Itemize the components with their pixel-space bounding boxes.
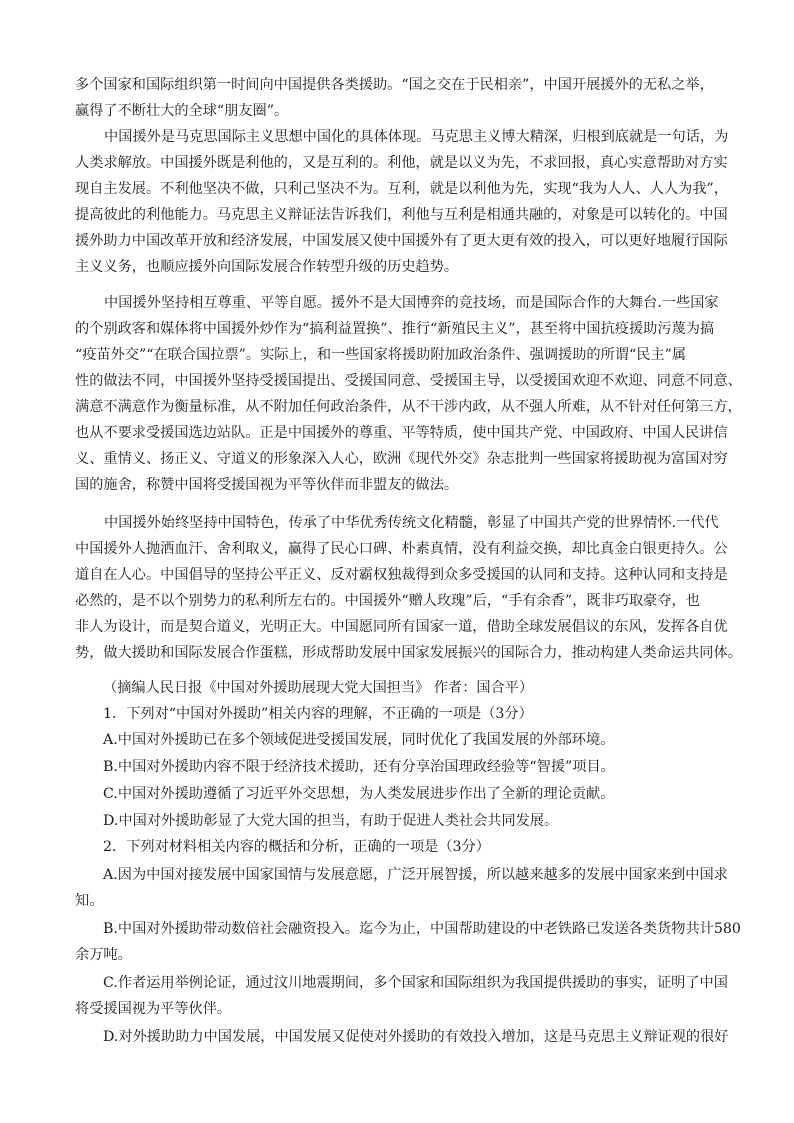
option-text: B.中国对外援助带动数倍社会融资投入。迄今为止，中国帮助建设的中老铁路已发送各类货物共计580 — [103, 921, 741, 937]
question-2-stem — [103, 834, 759, 860]
question-2-option-a — [103, 862, 731, 888]
question-2-option-c — [103, 970, 731, 996]
question-2-option-d — [103, 1024, 731, 1050]
text-line: “疫苗外交”“在联合国拉票”。实际上，和一些国家将援助附加政治条件、强调援助的所谓“民主”属 — [75, 347, 687, 363]
text-line: 势，做大援助和国际发展合作蛋糕，形成帮助发展中国家发展振兴的国际合力，推动构建人类命运共同体。 — [75, 645, 742, 661]
text-line: 国的施舍，称赞中国将受援国视为平等伙伴而非盟友的做法。 — [75, 477, 459, 493]
text-line: 义、重情义、扬正义、守道义的形象深入人心，欧洲《现代外交》杂志批判一些国家将援助视为富国对穷 — [75, 451, 728, 467]
text-line: 多个国家和国际组织第一时间向中国提供各类援助。“国之交在于民相亲”，中国开展援外的无私之举， — [75, 77, 714, 93]
paragraph-1 — [75, 72, 731, 124]
question-stem: 2．下列对材料相关内容的概括和分析，正确的一项是（3分） — [103, 839, 490, 855]
text-line: 必然的，是不以个别势力的私利所左右的。中国援外“赠人玫瑰”后，“手有余香”，既非巧取豪夺，也 — [75, 593, 700, 609]
text-line: 性的做法不同，中国援外坚持受援国提出、受援国同意、受援国主导，以受援国欢迎不欢迎、同意不同意、 — [75, 373, 742, 389]
text-line: 中国援外是马克思国际主义思想中国化的具体体现。马克思主义博大精深，归根到底就是一句话，为 — [104, 129, 729, 145]
option-text: 余万吨。 — [75, 947, 132, 963]
text-line: 主义义务，也顺应援外向国际发展合作转型升级的历史趋势。 — [75, 259, 459, 275]
question-1-option-a — [103, 727, 731, 753]
text-line: 援外助力中国改革开放和经济发展，中国发展又使中国援外有了更大更有效的投入，可以更好地履行国际 — [75, 233, 728, 249]
paragraph-3 — [75, 290, 742, 498]
question-1-option-c — [103, 781, 731, 807]
question-stem: 1．下列对“中国对外援助”相关内容的理解，不正确的一项是（3分） — [103, 706, 533, 722]
option-text: 将受援国视为平等伙伴。 — [75, 1001, 232, 1017]
option-text: C.作者运用举例论证，通过汶川地震期间，多个国家和国际组织为我国提供援助的事实，证明了中国 — [103, 975, 728, 991]
option-text: A.因为中国对接发展中国家国情与发展意愿，广泛开展智援，所以越来越多的发展中国家来到中国求 — [103, 867, 728, 883]
option-text: B.中国对外援助内容不限于经济技术援助，还有分享治国理政经验等“智援”项目。 — [103, 759, 615, 775]
text-line: 现自主发展。不利他坚决不做，只利己坚决不为。互利，就是以利他为先，实现“我为人人、人人为我”， — [75, 181, 728, 197]
question-1-option-b — [103, 754, 731, 780]
text-line: 中国援外人抛洒血汗、舍利取义，赢得了民心口碑、朴素真情，没有利益交换，却比真金白银更持久。公 — [75, 541, 728, 557]
text-line: 人类求解放。中国援外既是利他的，又是互利的。利他，就是以义为先，不求回报，真心实意帮助对方实 — [75, 155, 728, 171]
option-text: 知。 — [75, 893, 104, 909]
text-line: 也从不要求受援国选边站队。正是中国援外的尊重、平等特质，使中国共产党、中国政府、中国人民讲信 — [75, 425, 728, 441]
paragraph-4 — [75, 510, 742, 666]
question-2-option-b — [103, 916, 741, 942]
question-2-option-a-continued — [75, 888, 103, 914]
text-line: 中国援外坚持相互尊重、平等自愿。援外不是大国博弈的竞技场，而是国际合作的大舞台.一些国家 — [104, 295, 719, 311]
text-line: 的个别政客和媒体将中国援外炒作为“搞利益置换”、推行“新殖民主义”，甚至将中国抗疫援助污蔑为搞 — [75, 321, 715, 337]
question-1-option-d — [103, 808, 731, 834]
text-line: 赢得了不断壮大的全球“朋友圈”。 — [75, 103, 289, 119]
option-text: C.中国对外援助遵循了习近平外交思想，为人类发展进步作出了全新的理论贡献。 — [103, 786, 615, 802]
text-line: 中国援外始终坚持中国特色，传承了中华优秀传统文化精髓，彰显了中国共产党的世界情怀.一代代 — [104, 515, 719, 531]
question-2-option-b-continued — [75, 942, 132, 968]
text-line: 非人为设计，而是契合道义，光明正大。中国愿同所有国家一道，借助全球发展倡议的东风，发挥各自优 — [75, 619, 728, 635]
text-line: 满意不满意作为衡量标准，从不附加任何政治条件，从不干涉内政，从不强人所难，从不针对任何第三方， — [75, 399, 742, 415]
text-line: 道自在人心。中国倡导的坚持公平正义、反对霸权独裁得到众多受援国的认同和支持。这种认同和支持是 — [75, 567, 728, 583]
question-1-stem — [103, 701, 759, 727]
option-text: D.中国对外援助彰显了大党大国的担当，有助于促进人类社会共同发展。 — [103, 813, 559, 829]
option-text: D.对外援助助力中国发展，中国发展又促使对外援助的有效投入增加，这是马克思主义辩证观的很好 — [103, 1029, 729, 1045]
paragraph-2 — [75, 124, 731, 280]
question-2-option-c-continued — [75, 996, 231, 1022]
text-line: 提高彼此的利他能力。马克思主义辩证法告诉我们，利他与互利是相通共融的，对象是可以转化的。中国 — [75, 207, 728, 223]
source-text: （摘编人民日报《中国对外援助展现大党大国担当》 作者：国合平） — [103, 680, 534, 696]
source-citation — [103, 675, 759, 701]
option-text: A.中国对外援助已在多个领域促进受援国发展，同时优化了我国发展的外部环境。 — [103, 732, 615, 748]
